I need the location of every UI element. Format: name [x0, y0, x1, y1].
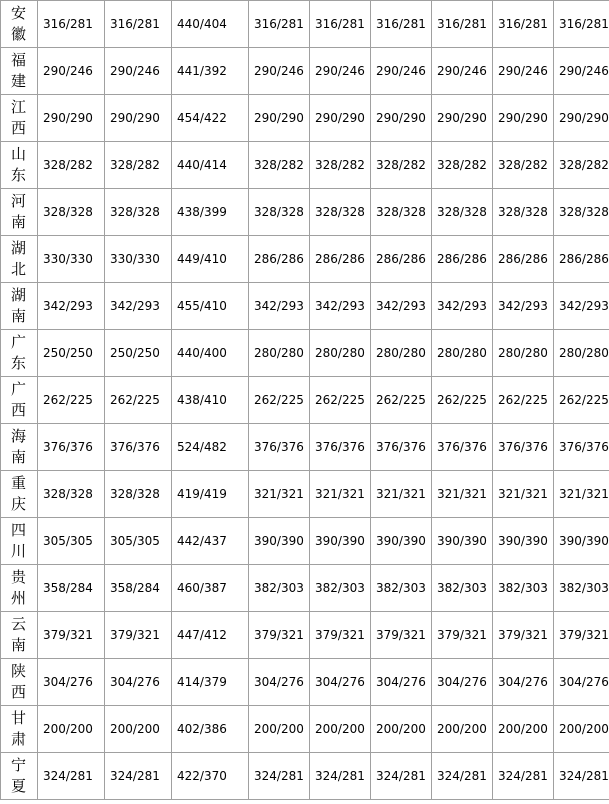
score-cell: 290/246	[493, 48, 554, 95]
score-cell: 304/276	[432, 659, 493, 706]
score-cell: 290/246	[371, 48, 432, 95]
score-cell: 524/482	[172, 424, 249, 471]
table-row	[1, 424, 609, 471]
score-cell: 328/328	[554, 189, 609, 236]
score-cell: 379/321	[105, 612, 172, 659]
table-row	[1, 659, 609, 706]
score-cell: 316/281	[554, 1, 609, 48]
province-char: 安	[10, 4, 27, 22]
province-char: 川	[10, 542, 27, 560]
score-cell: 316/281	[371, 1, 432, 48]
score-cell: 379/321	[371, 612, 432, 659]
score-cell: 376/376	[432, 424, 493, 471]
score-cell: 262/225	[310, 377, 371, 424]
score-cell: 290/246	[38, 48, 105, 95]
score-cell: 376/376	[371, 424, 432, 471]
score-cell: 286/286	[249, 236, 310, 283]
score-cell: 321/321	[432, 471, 493, 518]
score-cell: 200/200	[432, 706, 493, 753]
score-cell: 342/293	[554, 283, 609, 330]
score-cell: 438/410	[172, 377, 249, 424]
score-cell: 280/280	[371, 330, 432, 377]
score-cell: 440/404	[172, 1, 249, 48]
table-row	[1, 142, 609, 189]
province-char: 东	[10, 354, 27, 372]
score-cell: 342/293	[105, 283, 172, 330]
score-cell: 440/400	[172, 330, 249, 377]
score-cell: 328/328	[105, 189, 172, 236]
score-cell: 390/390	[371, 518, 432, 565]
score-cell: 286/286	[432, 236, 493, 283]
score-cell: 328/328	[432, 189, 493, 236]
score-cell: 440/414	[172, 142, 249, 189]
province-cell	[1, 283, 38, 330]
table-row	[1, 753, 609, 800]
score-cell: 328/282	[105, 142, 172, 189]
score-cell: 342/293	[249, 283, 310, 330]
table-row	[1, 95, 609, 142]
score-cell: 290/290	[371, 95, 432, 142]
score-cell: 321/321	[371, 471, 432, 518]
score-cell: 379/321	[554, 612, 609, 659]
score-cell: 358/284	[38, 565, 105, 612]
score-cell: 441/392	[172, 48, 249, 95]
table-row	[1, 48, 609, 95]
province-cell	[1, 189, 38, 236]
score-cell: 262/225	[432, 377, 493, 424]
province-cell	[1, 518, 38, 565]
score-cell: 328/328	[310, 189, 371, 236]
score-cell: 290/290	[249, 95, 310, 142]
score-cell: 262/225	[554, 377, 609, 424]
province-cell	[1, 471, 38, 518]
score-cell: 438/399	[172, 189, 249, 236]
table-row	[1, 612, 609, 659]
score-cell: 316/281	[432, 1, 493, 48]
province-cell	[1, 236, 38, 283]
province-cell	[1, 95, 38, 142]
score-cell: 290/290	[105, 95, 172, 142]
score-cell: 316/281	[310, 1, 371, 48]
score-cell: 321/321	[554, 471, 609, 518]
table-row	[1, 283, 609, 330]
province-char: 南	[10, 213, 27, 231]
score-cell: 454/422	[172, 95, 249, 142]
province-char: 徽	[10, 25, 27, 43]
score-cell: 382/303	[432, 565, 493, 612]
score-cell: 390/390	[493, 518, 554, 565]
score-cell: 382/303	[554, 565, 609, 612]
score-cell: 382/303	[249, 565, 310, 612]
score-cell: 324/281	[554, 753, 609, 800]
score-cell: 342/293	[310, 283, 371, 330]
score-cell: 200/200	[249, 706, 310, 753]
score-cell: 390/390	[310, 518, 371, 565]
score-cell: 290/246	[310, 48, 371, 95]
score-cell: 290/290	[493, 95, 554, 142]
province-char: 肃	[10, 730, 27, 748]
province-cell	[1, 330, 38, 377]
score-cell: 321/321	[310, 471, 371, 518]
province-char: 州	[10, 589, 27, 607]
score-cell: 328/282	[493, 142, 554, 189]
province-char: 南	[10, 636, 27, 654]
score-cell: 455/410	[172, 283, 249, 330]
score-cell: 321/321	[493, 471, 554, 518]
score-cell: 280/280	[310, 330, 371, 377]
province-cell	[1, 377, 38, 424]
score-cell: 330/330	[105, 236, 172, 283]
score-cell: 290/246	[249, 48, 310, 95]
score-cell: 358/284	[105, 565, 172, 612]
score-cell: 200/200	[371, 706, 432, 753]
score-cell: 316/281	[38, 1, 105, 48]
province-cell	[1, 1, 38, 48]
province-char: 建	[10, 72, 27, 90]
score-cell: 305/305	[105, 518, 172, 565]
score-cell: 262/225	[371, 377, 432, 424]
score-cell: 200/200	[38, 706, 105, 753]
province-cell	[1, 612, 38, 659]
score-cell: 286/286	[554, 236, 609, 283]
score-cell: 379/321	[432, 612, 493, 659]
score-cell: 290/246	[554, 48, 609, 95]
score-cell: 200/200	[554, 706, 609, 753]
province-cell	[1, 142, 38, 189]
province-char: 海	[10, 427, 27, 445]
score-cell: 328/282	[38, 142, 105, 189]
score-cell: 328/328	[38, 189, 105, 236]
score-cell: 342/293	[371, 283, 432, 330]
score-cell: 328/282	[432, 142, 493, 189]
province-cell	[1, 424, 38, 471]
province-char: 山	[10, 145, 27, 163]
score-cell: 328/282	[310, 142, 371, 189]
score-cell: 328/328	[371, 189, 432, 236]
score-cell: 328/282	[249, 142, 310, 189]
province-char: 西	[10, 683, 27, 701]
score-cell: 200/200	[310, 706, 371, 753]
province-char: 广	[10, 380, 27, 398]
score-cell: 280/280	[493, 330, 554, 377]
score-cell: 262/225	[38, 377, 105, 424]
table-row	[1, 1, 609, 48]
score-cell: 342/293	[432, 283, 493, 330]
score-cell: 324/281	[493, 753, 554, 800]
score-cell: 328/282	[371, 142, 432, 189]
score-cell: 304/276	[554, 659, 609, 706]
province-char: 云	[10, 615, 27, 633]
province-char: 四	[10, 521, 27, 539]
score-cell: 304/276	[371, 659, 432, 706]
score-cell: 290/246	[105, 48, 172, 95]
score-cell: 382/303	[371, 565, 432, 612]
score-cell: 290/290	[310, 95, 371, 142]
score-cell: 422/370	[172, 753, 249, 800]
province-char: 重	[10, 474, 27, 492]
table-row	[1, 189, 609, 236]
score-cell: 376/376	[105, 424, 172, 471]
score-cell: 200/200	[105, 706, 172, 753]
province-char: 东	[10, 166, 27, 184]
score-cell: 328/328	[493, 189, 554, 236]
score-cell: 324/281	[249, 753, 310, 800]
province-char: 庆	[10, 495, 27, 513]
score-cell: 262/225	[105, 377, 172, 424]
score-cell: 382/303	[493, 565, 554, 612]
table-body	[1, 1, 609, 800]
province-char: 夏	[10, 777, 27, 795]
score-cell: 280/280	[554, 330, 609, 377]
province-char: 湖	[10, 286, 27, 304]
score-cell: 286/286	[493, 236, 554, 283]
score-cell: 280/280	[249, 330, 310, 377]
province-cell	[1, 565, 38, 612]
province-char: 福	[10, 51, 27, 69]
table-row	[1, 330, 609, 377]
score-cell: 376/376	[38, 424, 105, 471]
score-cell: 286/286	[310, 236, 371, 283]
score-cell: 304/276	[38, 659, 105, 706]
province-char: 江	[10, 98, 27, 116]
score-cell: 328/328	[249, 189, 310, 236]
table-row	[1, 565, 609, 612]
score-cell: 390/390	[249, 518, 310, 565]
province-cell	[1, 753, 38, 800]
score-cell: 262/225	[249, 377, 310, 424]
score-cell: 286/286	[371, 236, 432, 283]
table-row	[1, 236, 609, 283]
score-cell: 379/321	[493, 612, 554, 659]
score-cell: 290/290	[554, 95, 609, 142]
score-cell: 376/376	[493, 424, 554, 471]
score-cell: 379/321	[310, 612, 371, 659]
province-char: 贵	[10, 568, 27, 586]
score-cell: 316/281	[105, 1, 172, 48]
score-cell: 379/321	[38, 612, 105, 659]
score-cell: 304/276	[493, 659, 554, 706]
score-cell: 304/276	[249, 659, 310, 706]
score-cell: 324/281	[38, 753, 105, 800]
score-cell: 449/410	[172, 236, 249, 283]
score-cell: 304/276	[105, 659, 172, 706]
score-cell: 419/419	[172, 471, 249, 518]
score-cell: 376/376	[554, 424, 609, 471]
province-char: 北	[10, 260, 27, 278]
score-cell: 414/379	[172, 659, 249, 706]
score-cell: 390/390	[554, 518, 609, 565]
score-cell: 290/246	[432, 48, 493, 95]
province-char: 西	[10, 401, 27, 419]
table-row	[1, 471, 609, 518]
score-cell: 447/412	[172, 612, 249, 659]
province-char: 宁	[10, 756, 27, 774]
score-cell: 460/387	[172, 565, 249, 612]
score-cell: 382/303	[310, 565, 371, 612]
score-cell: 330/330	[38, 236, 105, 283]
score-cell: 200/200	[493, 706, 554, 753]
table-row	[1, 706, 609, 753]
score-cell: 316/281	[493, 1, 554, 48]
score-cell: 290/290	[432, 95, 493, 142]
score-cell: 324/281	[105, 753, 172, 800]
province-char: 河	[10, 192, 27, 210]
table-row	[1, 377, 609, 424]
score-cell: 342/293	[493, 283, 554, 330]
score-cell: 321/321	[249, 471, 310, 518]
province-cell	[1, 659, 38, 706]
score-cell: 442/437	[172, 518, 249, 565]
score-cell: 402/386	[172, 706, 249, 753]
score-cell: 262/225	[493, 377, 554, 424]
score-cell: 324/281	[432, 753, 493, 800]
score-cell: 304/276	[310, 659, 371, 706]
province-char: 南	[10, 307, 27, 325]
score-cell: 376/376	[249, 424, 310, 471]
score-cell: 379/321	[249, 612, 310, 659]
score-cell: 342/293	[38, 283, 105, 330]
province-char: 南	[10, 448, 27, 466]
score-cell: 324/281	[310, 753, 371, 800]
score-cell: 328/282	[554, 142, 609, 189]
province-char: 甘	[10, 709, 27, 727]
score-cell: 305/305	[38, 518, 105, 565]
score-cell: 250/250	[105, 330, 172, 377]
score-cell: 280/280	[432, 330, 493, 377]
score-cell: 316/281	[249, 1, 310, 48]
province-cell	[1, 706, 38, 753]
province-char: 广	[10, 333, 27, 351]
score-cell: 376/376	[310, 424, 371, 471]
score-cell: 324/281	[371, 753, 432, 800]
province-char: 西	[10, 119, 27, 137]
province-char: 湖	[10, 239, 27, 257]
table-row	[1, 518, 609, 565]
score-cell: 250/250	[38, 330, 105, 377]
province-char: 陕	[10, 662, 27, 680]
score-cell: 290/290	[38, 95, 105, 142]
score-cell: 328/328	[105, 471, 172, 518]
score-cell: 328/328	[38, 471, 105, 518]
province-cell	[1, 48, 38, 95]
score-cell: 390/390	[432, 518, 493, 565]
